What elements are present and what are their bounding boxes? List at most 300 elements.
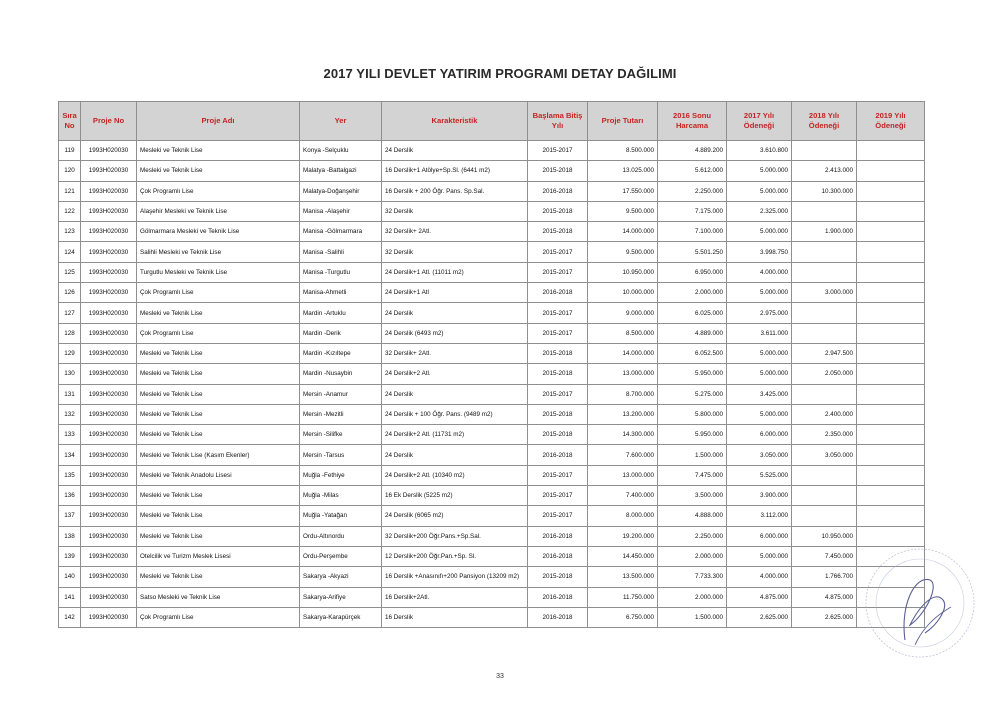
table-cell: 137 xyxy=(59,506,81,526)
table-cell: Çok Programlı Lise xyxy=(137,323,300,343)
table-cell: 2015-2018 xyxy=(528,201,588,221)
table-cell: 9.500.000 xyxy=(588,242,658,262)
table-cell: Mesleki ve Teknik Lise xyxy=(137,526,300,546)
table-cell xyxy=(792,201,857,221)
table-cell: Ordu-Perşembe xyxy=(300,546,382,566)
table-cell xyxy=(857,506,925,526)
table-row xyxy=(59,526,925,546)
table-cell: 2015-2018 xyxy=(528,343,588,363)
table-cell: Muğla -Yatağan xyxy=(300,506,382,526)
table-cell: 5.000.000 xyxy=(727,181,792,201)
table-cell: 2015-2017 xyxy=(528,486,588,506)
table-cell: 2016-2018 xyxy=(528,587,588,607)
table-cell: 3.050.000 xyxy=(727,445,792,465)
table-cell xyxy=(857,364,925,384)
table-cell: 2015-2017 xyxy=(528,384,588,404)
table-cell: 8.700.000 xyxy=(588,384,658,404)
table-cell: Salihli Mesleki ve Teknik Lise xyxy=(137,242,300,262)
table-cell: Mesleki ve Teknik Lise xyxy=(137,404,300,424)
table-cell: 3.611.000 xyxy=(727,323,792,343)
table-cell xyxy=(792,486,857,506)
table-cell: 4.000.000 xyxy=(727,262,792,282)
header-cell: Başlama Bitiş Yılı xyxy=(528,102,588,141)
table-cell: 6.000.000 xyxy=(727,526,792,546)
table-cell xyxy=(792,506,857,526)
table-cell: 131 xyxy=(59,384,81,404)
table-row xyxy=(59,323,925,343)
table-cell: 6.052.500 xyxy=(658,343,727,363)
table-cell xyxy=(857,283,925,303)
table-cell: 142 xyxy=(59,607,81,627)
table-row xyxy=(59,364,925,384)
table-cell: 125 xyxy=(59,262,81,282)
table-cell: 10.950.000 xyxy=(792,526,857,546)
table-cell: Mesleki ve Teknik Lise xyxy=(137,486,300,506)
table-cell: Muğla -Milas xyxy=(300,486,382,506)
table-cell: 32 Derslik+ 2Atl. xyxy=(382,222,528,242)
table-cell: 5.000.000 xyxy=(727,546,792,566)
table-body xyxy=(59,141,925,628)
table-cell: 2015-2018 xyxy=(528,222,588,242)
table-cell: 5.800.000 xyxy=(658,404,727,424)
table-cell: 1993H020030 xyxy=(81,425,137,445)
table-cell: 119 xyxy=(59,141,81,161)
table-cell: 2015-2017 xyxy=(528,141,588,161)
table-cell: 124 xyxy=(59,242,81,262)
table-cell: 2.000.000 xyxy=(658,546,727,566)
header-cell: 2019 Yılı Ödeneği xyxy=(857,102,925,141)
table-cell: 2.000.000 xyxy=(658,587,727,607)
table-cell: Otelcilik ve Turizm Meslek Lisesi xyxy=(137,546,300,566)
table-cell: Turgutlu Mesleki ve Teknik Lise xyxy=(137,262,300,282)
table-cell: Mesleki ve Teknik Lise (Kasım Ekenler) xyxy=(137,445,300,465)
table-cell: 4.888.000 xyxy=(658,506,727,526)
table-cell: Muğla -Fethiye xyxy=(300,465,382,485)
table-cell: 1993H020030 xyxy=(81,384,137,404)
table-cell xyxy=(792,384,857,404)
table-cell: 2016-2018 xyxy=(528,546,588,566)
table-cell: Mesleki ve Teknik Lise xyxy=(137,141,300,161)
table-cell: 7.400.000 xyxy=(588,486,658,506)
table-cell xyxy=(792,323,857,343)
table-cell: 5.525.000 xyxy=(727,465,792,485)
table-cell: Mesleki ve Teknik Lise xyxy=(137,567,300,587)
table-cell: Malatya -Battalgazi xyxy=(300,161,382,181)
header-cell: Karakteristik xyxy=(382,102,528,141)
table-cell xyxy=(857,323,925,343)
table-cell: 1993H020030 xyxy=(81,465,137,485)
table-cell: Mersin -Silifke xyxy=(300,425,382,445)
header-cell: 2018 Yılı Ödeneği xyxy=(792,102,857,141)
table-cell: 1993H020030 xyxy=(81,607,137,627)
table-cell: Mesleki ve Teknik Lise xyxy=(137,384,300,404)
table-cell: 1993H020030 xyxy=(81,181,137,201)
table-cell: 5.000.000 xyxy=(727,222,792,242)
table-cell: 3.998.750 xyxy=(727,242,792,262)
table-cell: 7.600.000 xyxy=(588,445,658,465)
table-cell: Sakarya-Karapürçek xyxy=(300,607,382,627)
table-cell xyxy=(857,161,925,181)
table-cell xyxy=(792,242,857,262)
table-cell: 11.750.000 xyxy=(588,587,658,607)
table-cell: 141 xyxy=(59,587,81,607)
table-cell: 5.000.000 xyxy=(727,404,792,424)
table-cell: 24 Derslik+1 Atl xyxy=(382,283,528,303)
table-cell: 140 xyxy=(59,567,81,587)
official-stamp-signature xyxy=(845,545,985,675)
table-cell: Manisa -Salihli xyxy=(300,242,382,262)
table-cell: 2016-2018 xyxy=(528,445,588,465)
table-cell: 1993H020030 xyxy=(81,567,137,587)
table-cell: 6.750.000 xyxy=(588,607,658,627)
table-cell: 2015-2017 xyxy=(528,242,588,262)
table-cell: 3.425.000 xyxy=(727,384,792,404)
table-cell: 16 Ek Derslik (5225 m2) xyxy=(382,486,528,506)
table-row xyxy=(59,486,925,506)
table-cell: 8.500.000 xyxy=(588,141,658,161)
table-cell: 9.000.000 xyxy=(588,303,658,323)
table-cell: 13.500.000 xyxy=(588,567,658,587)
table-cell: 2.325.000 xyxy=(727,201,792,221)
table-cell: 1993H020030 xyxy=(81,445,137,465)
table-cell: Manisa -Alaşehir xyxy=(300,201,382,221)
table-cell: 129 xyxy=(59,343,81,363)
table-cell: 16 Derslik+2Atl. xyxy=(382,587,528,607)
header-row xyxy=(59,102,925,141)
table-cell: 24 Derslik+1 Atl. (11011 m2) xyxy=(382,262,528,282)
table-cell: 4.889.000 xyxy=(658,323,727,343)
table-cell: Mesleki ve Teknik Lise xyxy=(137,425,300,445)
table-cell: 16 Derslik +Anasınıfı+200 Pansiyon (13209 m2) xyxy=(382,567,528,587)
table-row xyxy=(59,404,925,424)
table-cell: 19.200.000 xyxy=(588,526,658,546)
table-cell: Mersin -Anamur xyxy=(300,384,382,404)
table-cell: 5.000.000 xyxy=(727,343,792,363)
table-cell: 2015-2018 xyxy=(528,567,588,587)
table-cell: 7.175.000 xyxy=(658,201,727,221)
header-cell: 2017 Yılı Ödeneği xyxy=(727,102,792,141)
table-cell: 1.500.000 xyxy=(658,445,727,465)
table-cell: 1993H020030 xyxy=(81,201,137,221)
table-cell: 13.000.000 xyxy=(588,465,658,485)
table-cell: 3.610.800 xyxy=(727,141,792,161)
table-cell: 6.000.000 xyxy=(727,425,792,445)
table-cell: 1993H020030 xyxy=(81,242,137,262)
table-cell: 2015-2017 xyxy=(528,506,588,526)
table-cell: 14.000.000 xyxy=(588,343,658,363)
table-cell: Mesleki ve Teknik Lise xyxy=(137,303,300,323)
table-cell: 2015-2018 xyxy=(528,425,588,445)
table-row xyxy=(59,161,925,181)
table-cell: 1993H020030 xyxy=(81,222,137,242)
table-cell: 1993H020030 xyxy=(81,343,137,363)
table-cell: 2015-2017 xyxy=(528,262,588,282)
table-cell xyxy=(792,262,857,282)
table-cell xyxy=(792,465,857,485)
investment-table xyxy=(58,101,925,628)
table-cell: 2.413.000 xyxy=(792,161,857,181)
table-cell: 24 Derslik xyxy=(382,303,528,323)
table-cell: Mardin -Kızıltepe xyxy=(300,343,382,363)
table-cell: 5.950.000 xyxy=(658,425,727,445)
table-cell: 1993H020030 xyxy=(81,546,137,566)
table-cell: 16 Derslik xyxy=(382,607,528,627)
table-cell: 2015-2017 xyxy=(528,303,588,323)
table-cell: 5.000.000 xyxy=(727,364,792,384)
table-cell xyxy=(857,384,925,404)
table-cell: 2015-2018 xyxy=(528,161,588,181)
table-cell: 130 xyxy=(59,364,81,384)
table-cell: 4.000.000 xyxy=(727,567,792,587)
table-cell: Mesleki ve Teknik Anadolu Lisesi xyxy=(137,465,300,485)
table-cell: 3.050.000 xyxy=(792,445,857,465)
table-row xyxy=(59,445,925,465)
table-row xyxy=(59,425,925,445)
table-cell: 2.350.000 xyxy=(792,425,857,445)
table-cell: Mesleki ve Teknik Lise xyxy=(137,343,300,363)
table-row xyxy=(59,587,925,607)
table-row xyxy=(59,222,925,242)
table-cell: 1993H020030 xyxy=(81,506,137,526)
header-cell: Proje No xyxy=(81,102,137,141)
table-row xyxy=(59,201,925,221)
table-cell xyxy=(857,222,925,242)
table-cell: 126 xyxy=(59,283,81,303)
table-cell: 24 Derslik+2 Atl. xyxy=(382,364,528,384)
table-cell xyxy=(857,425,925,445)
table-cell: 139 xyxy=(59,546,81,566)
table-cell: Mardin -Derik xyxy=(300,323,382,343)
table-cell: 24 Derslik xyxy=(382,445,528,465)
table-row xyxy=(59,283,925,303)
table-cell: 127 xyxy=(59,303,81,323)
table-cell: 135 xyxy=(59,465,81,485)
header-cell: Yer xyxy=(300,102,382,141)
table-cell: 2016-2018 xyxy=(528,181,588,201)
table-cell: 1.900.000 xyxy=(792,222,857,242)
table-row xyxy=(59,607,925,627)
table-cell: 24 Derslik xyxy=(382,141,528,161)
table-cell: 4.875.000 xyxy=(792,587,857,607)
table-cell: 1993H020030 xyxy=(81,303,137,323)
table-cell: Manisa -Turgutlu xyxy=(300,262,382,282)
table-cell: 2.625.000 xyxy=(792,607,857,627)
table-cell xyxy=(857,141,925,161)
table-cell: 24 Derslik (6065 m2) xyxy=(382,506,528,526)
table-cell: 136 xyxy=(59,486,81,506)
table-cell: 1993H020030 xyxy=(81,323,137,343)
table-cell: 134 xyxy=(59,445,81,465)
table-cell: 121 xyxy=(59,181,81,201)
table-cell: 12 Derslik+200 Öğr.Pan.+Sp. Sl. xyxy=(382,546,528,566)
table-row xyxy=(59,506,925,526)
table-cell xyxy=(857,343,925,363)
table-cell: 2016-2018 xyxy=(528,607,588,627)
table-row xyxy=(59,141,925,161)
table-cell: 1.766.700 xyxy=(792,567,857,587)
table-cell: 3.000.000 xyxy=(792,283,857,303)
table-cell: 138 xyxy=(59,526,81,546)
table-cell: 1993H020030 xyxy=(81,161,137,181)
table-row xyxy=(59,465,925,485)
table-cell xyxy=(857,201,925,221)
table-cell: 5.000.000 xyxy=(727,283,792,303)
table-row xyxy=(59,181,925,201)
table-cell: 2.050.000 xyxy=(792,364,857,384)
table-cell: 1993H020030 xyxy=(81,526,137,546)
table-cell: Mardin -Artuklu xyxy=(300,303,382,323)
table-cell xyxy=(857,262,925,282)
table-cell: 16 Derslik + 200 Öğr. Pans. Sp.Sal. xyxy=(382,181,528,201)
table-cell: 6.950.000 xyxy=(658,262,727,282)
table-cell: 132 xyxy=(59,404,81,424)
table-cell: 5.501.250 xyxy=(658,242,727,262)
table-cell: 1993H020030 xyxy=(81,141,137,161)
table-cell: 13.025.000 xyxy=(588,161,658,181)
table-cell: 3.112.000 xyxy=(727,506,792,526)
table-cell: Mersin -Mezitli xyxy=(300,404,382,424)
table-cell: 2.400.000 xyxy=(792,404,857,424)
table-cell: Ordu-Altınordu xyxy=(300,526,382,546)
page-number: 33 xyxy=(496,673,504,680)
table-cell: Satso Mesleki ve Teknik Lise xyxy=(137,587,300,607)
table-row xyxy=(59,303,925,323)
table-cell: 7.733.300 xyxy=(658,567,727,587)
table-cell: 2.250.000 xyxy=(658,526,727,546)
header-cell: 2016 Sonu Harcama xyxy=(658,102,727,141)
header-cell: Proje Adı xyxy=(137,102,300,141)
table-cell: 5.612.000 xyxy=(658,161,727,181)
table-cell: Konya -Selçuklu xyxy=(300,141,382,161)
table-cell: 4.889.200 xyxy=(658,141,727,161)
table-cell: 24 Derslik+2 Atl. (10340 m2) xyxy=(382,465,528,485)
table-cell: 3.500.000 xyxy=(658,486,727,506)
table-cell: 133 xyxy=(59,425,81,445)
table-cell: 6.025.000 xyxy=(658,303,727,323)
table-cell: 2015-2018 xyxy=(528,364,588,384)
table-cell: Çok Programlı Lise xyxy=(137,283,300,303)
table-row xyxy=(59,262,925,282)
table-cell: 2016-2018 xyxy=(528,283,588,303)
table-cell: 7.450.000 xyxy=(792,546,857,566)
table-cell: Sakarya -Akyazi xyxy=(300,567,382,587)
table-cell: 24 Derslik xyxy=(382,384,528,404)
table-cell xyxy=(857,404,925,424)
table-cell: 5.275.000 xyxy=(658,384,727,404)
table-cell: 1993H020030 xyxy=(81,404,137,424)
table-cell: 1993H020030 xyxy=(81,364,137,384)
table-cell: Mesleki ve Teknik Lise xyxy=(137,161,300,181)
table-cell: 2.947.500 xyxy=(792,343,857,363)
table-cell: 32 Derslik xyxy=(382,201,528,221)
table-row xyxy=(59,242,925,262)
table-cell: 5.950.000 xyxy=(658,364,727,384)
table-cell: 8.500.000 xyxy=(588,323,658,343)
table-cell: 10.300.000 xyxy=(792,181,857,201)
table-cell xyxy=(857,526,925,546)
table-cell xyxy=(857,486,925,506)
header-cell: Sıra No xyxy=(59,102,81,141)
table-cell: 17.550.000 xyxy=(588,181,658,201)
table-cell: 1993H020030 xyxy=(81,283,137,303)
table-cell: 2.250.000 xyxy=(658,181,727,201)
table-cell: Mersin -Tarsus xyxy=(300,445,382,465)
table-cell: 10.000.000 xyxy=(588,283,658,303)
table-row xyxy=(59,546,925,566)
table-cell: 13.200.000 xyxy=(588,404,658,424)
table-cell: 1.500.000 xyxy=(658,607,727,627)
table-cell: 1993H020030 xyxy=(81,587,137,607)
table-cell: Mesleki ve Teknik Lise xyxy=(137,506,300,526)
table-cell: 14.300.000 xyxy=(588,425,658,445)
table-cell: 7.100.000 xyxy=(658,222,727,242)
table-cell: Mardin -Nusaybin xyxy=(300,364,382,384)
table-cell: Çok Programlı Lise xyxy=(137,607,300,627)
table-cell xyxy=(857,465,925,485)
table-cell: 128 xyxy=(59,323,81,343)
table-row xyxy=(59,567,925,587)
table-cell: 1993H020030 xyxy=(81,486,137,506)
table-cell: 2015-2018 xyxy=(528,404,588,424)
table-cell: 2016-2018 xyxy=(528,526,588,546)
table-cell: 10.950.000 xyxy=(588,262,658,282)
table-cell: 2.000.000 xyxy=(658,283,727,303)
table-cell: Malatya-Doğanşehir xyxy=(300,181,382,201)
table-cell: 123 xyxy=(59,222,81,242)
table-cell: 122 xyxy=(59,201,81,221)
table-cell xyxy=(792,303,857,323)
table-cell: 16 Derslik+1 Atölye+Sp.Sl. (6441 m2) xyxy=(382,161,528,181)
table-cell xyxy=(857,303,925,323)
table-cell: Gölmarmara Mesleki ve Teknik Lise xyxy=(137,222,300,242)
table-cell: Sakarya-Arifiye xyxy=(300,587,382,607)
table-cell: 24 Derslik (6493 m2) xyxy=(382,323,528,343)
page-title: 2017 YILI DEVLET YATIRIM PROGRAMI DETAY DAĞILIMI xyxy=(323,66,677,81)
table-row xyxy=(59,343,925,363)
table-cell: Manisa -Gölmarmara xyxy=(300,222,382,242)
table-cell: 2015-2017 xyxy=(528,465,588,485)
table-cell: 14.000.000 xyxy=(588,222,658,242)
header-cell: Proje Tutarı xyxy=(588,102,658,141)
table-cell: 2015-2017 xyxy=(528,323,588,343)
table-cell: 5.000.000 xyxy=(727,161,792,181)
table-cell: Mesleki ve Teknik Lise xyxy=(137,364,300,384)
table-cell xyxy=(857,181,925,201)
table-cell: 32 Derslik xyxy=(382,242,528,262)
table-cell: 3.900.000 xyxy=(727,486,792,506)
table-cell: 4.875.000 xyxy=(727,587,792,607)
table-cell: Çok Programlı Lise xyxy=(137,181,300,201)
table-cell: 2.975.000 xyxy=(727,303,792,323)
table-cell: 24 Derslik+2 Atl. (11731 m2) xyxy=(382,425,528,445)
table-row xyxy=(59,384,925,404)
table-cell: 1993H020030 xyxy=(81,262,137,282)
table-cell: 32 Derslik+200 Öğr.Pans.+Sp.Sal. xyxy=(382,526,528,546)
table-cell: 9.500.000 xyxy=(588,201,658,221)
table-cell: 13.000.000 xyxy=(588,364,658,384)
table-cell: 14.450.000 xyxy=(588,546,658,566)
table-cell xyxy=(792,141,857,161)
table-cell xyxy=(857,242,925,262)
table-cell: 32 Derslik+ 2Atl. xyxy=(382,343,528,363)
table-cell: Alaşehir Mesleki ve Teknik Lise xyxy=(137,201,300,221)
table-cell: 2.625.000 xyxy=(727,607,792,627)
table-cell: 8.000.000 xyxy=(588,506,658,526)
table-cell: 24 Derslik + 100 Öğr. Pans. (9489 m2) xyxy=(382,404,528,424)
table-cell: Manisa-Ahmetli xyxy=(300,283,382,303)
table-cell: 120 xyxy=(59,161,81,181)
table-cell xyxy=(857,445,925,465)
